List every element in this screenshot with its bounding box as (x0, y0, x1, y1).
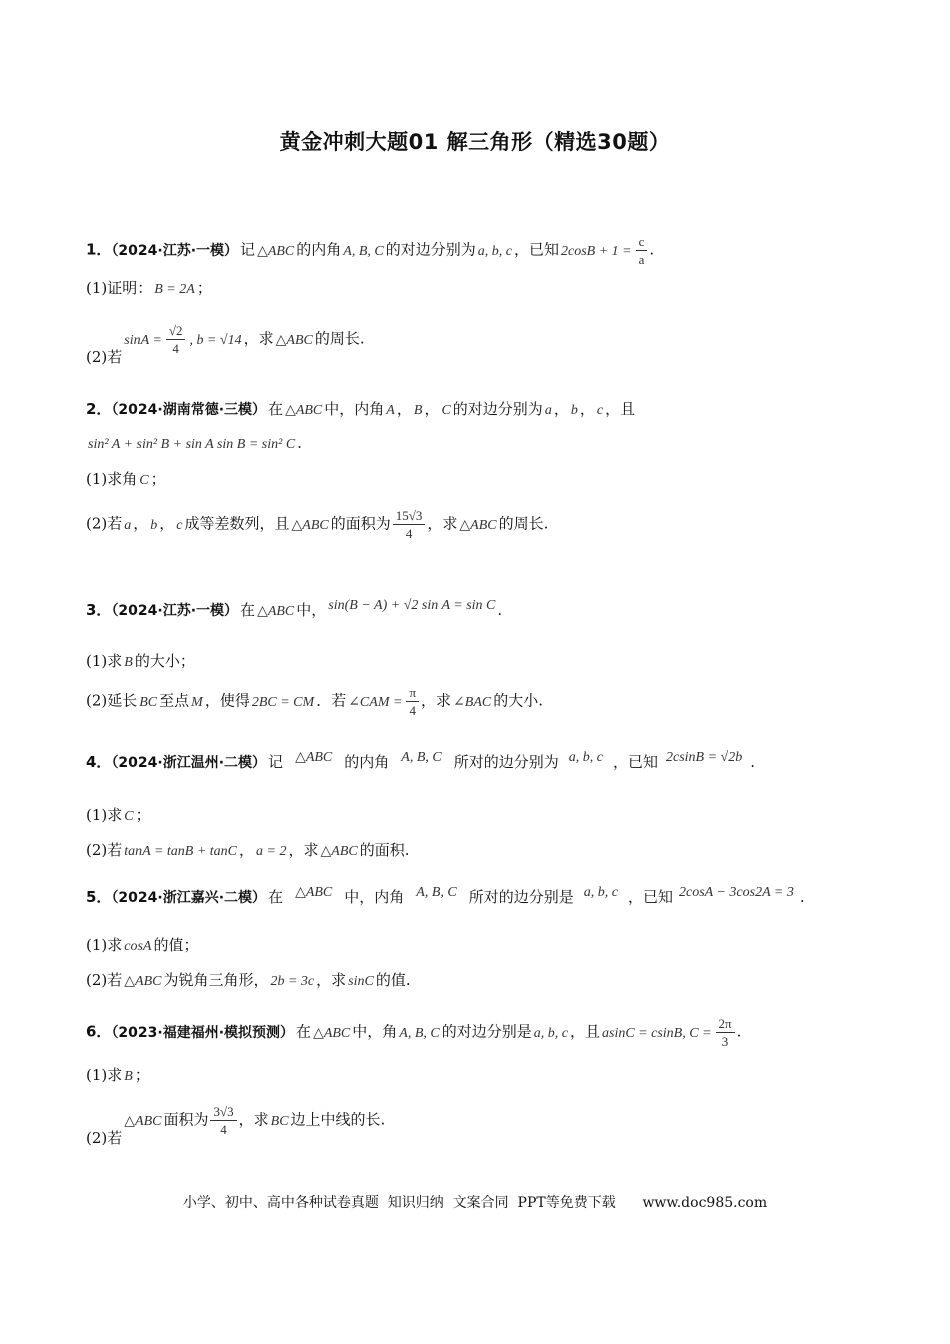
fraction: $\frac{3√3}{4}$ (210, 1103, 236, 1138)
problem-source: （2024·湖南常德·三模） (111, 402, 267, 418)
problem-2-part-1: (1)求角 C ； (86, 470, 166, 488)
problem-2-stem: 2．（2024·湖南常德·三模） 在 △ABC 中，内角 A ， B ， C 的对边分别为 a ， b ， c ，且 (86, 400, 636, 418)
problem-source: （2023·福建福州·模拟预测） (111, 1024, 295, 1041)
problem-number: 3． (86, 601, 112, 619)
problem-number: 4． (86, 753, 112, 771)
problem-5-part-2: (2)若 △ABC 为锐角三角形， 2b = 3c ，求 sinC 的值. (86, 971, 411, 989)
problem-1-part-2: (2)若sinA = $\frac{√2}{4}$ , b = √14 ，求 △ABC 的周长. (86, 323, 365, 366)
problem-5-stem: 5．（2024·浙江嘉兴·二模） 在 △ABC 中，内角 A, B, C 所对的边分别是 a, b, c ，已知 2cosA − 3cos2A = 3 . (86, 885, 805, 906)
problem-6-stem: 6．（2023·福建福州·模拟预测） 在 △ABC 中，角 A, B, C 的对边分别是 a, b, c ，且 asinC = csinB, C = $\frac{2\pi}{3}$ . (86, 1016, 742, 1049)
problem-6-part-1: (1)求 B ； (86, 1066, 150, 1084)
problem-3-part-2: (2)延长 BC 至点 M ，使得 2BC = CM ．若 ∠CAM = $\frac{\pi}{4}$ ，求 ∠BAC 的大小. (86, 685, 543, 718)
problem-4-part-1: (1)求 C ； (86, 806, 151, 824)
problem-number: 1． (86, 240, 112, 259)
fraction: $\frac{2\pi}{3}$ (716, 1015, 735, 1050)
problem-1-part-1: (1)证明： B = 2A ； (86, 279, 212, 297)
problem-number: 5． (86, 888, 112, 906)
problem-6-part-2: (2)若△ABC 面积为 $\frac{3√3}{4}$ ，求 BC 边上中线的长. (86, 1104, 386, 1147)
problem-2-equation: sin² A + sin² B + sin A sin B = sin² C . (88, 434, 302, 452)
problem-source: （2024·浙江嘉兴·二模） (111, 890, 267, 906)
fraction: $\frac{√2}{4}$ (166, 322, 186, 357)
problem-number: 2． (86, 400, 112, 418)
problem-1-stem: 1．（2024·江苏·一模） 记 △ABC 的内角 A, B, C 的对边分别为 a, b, c ，已知 2cosB + 1 = $\frac{c}{a}$ . (86, 234, 655, 267)
problem-source: （2024·浙江温州·二模） (111, 755, 267, 771)
problem-number: 6． (86, 1022, 112, 1041)
page-footer: 小学、初中、高中各种试卷真题 知识归纳 文案合同 PPT等免费下载 www.doc985.com (182, 1195, 768, 1211)
problem-source: （2024·江苏·一模） (111, 603, 239, 619)
fraction: $\frac{\pi}{4}$ (406, 684, 419, 719)
fraction: $\frac{c}{a}$ (636, 233, 648, 268)
page-title: 黄金冲刺大题01 解三角形（精选30题） (279, 130, 671, 154)
fraction: $\frac{15√3}{4}$ (393, 507, 426, 542)
problem-3-stem: 3．（2024·江苏·一模） 在 △ABC 中， sin(B − A) + √2 sin A = sin C . (86, 598, 503, 619)
problem-2-part-2: (2)若 a ， b ， c 成等差数列，且 △ABC 的面积为 $\frac{15√3}{4}$ ，求 △ABC 的周长. (86, 508, 549, 541)
problem-4-part-2: (2)若 tanA = tanB + tanC ， a = 2 ，求 △ABC 的面积. (86, 841, 410, 859)
problem-source: （2024·江苏·一模） (111, 242, 239, 259)
problem-3-part-1: (1)求 B 的大小； (86, 652, 195, 670)
problem-4-stem: 4．（2024·浙江温州·二模） 记 △ABC 的内角 A, B, C 所对的边分别为 a, b, c ，已知 2csinB = √2b . (86, 750, 756, 771)
problem-5-part-1: (1)求 cosA 的值； (86, 936, 199, 954)
